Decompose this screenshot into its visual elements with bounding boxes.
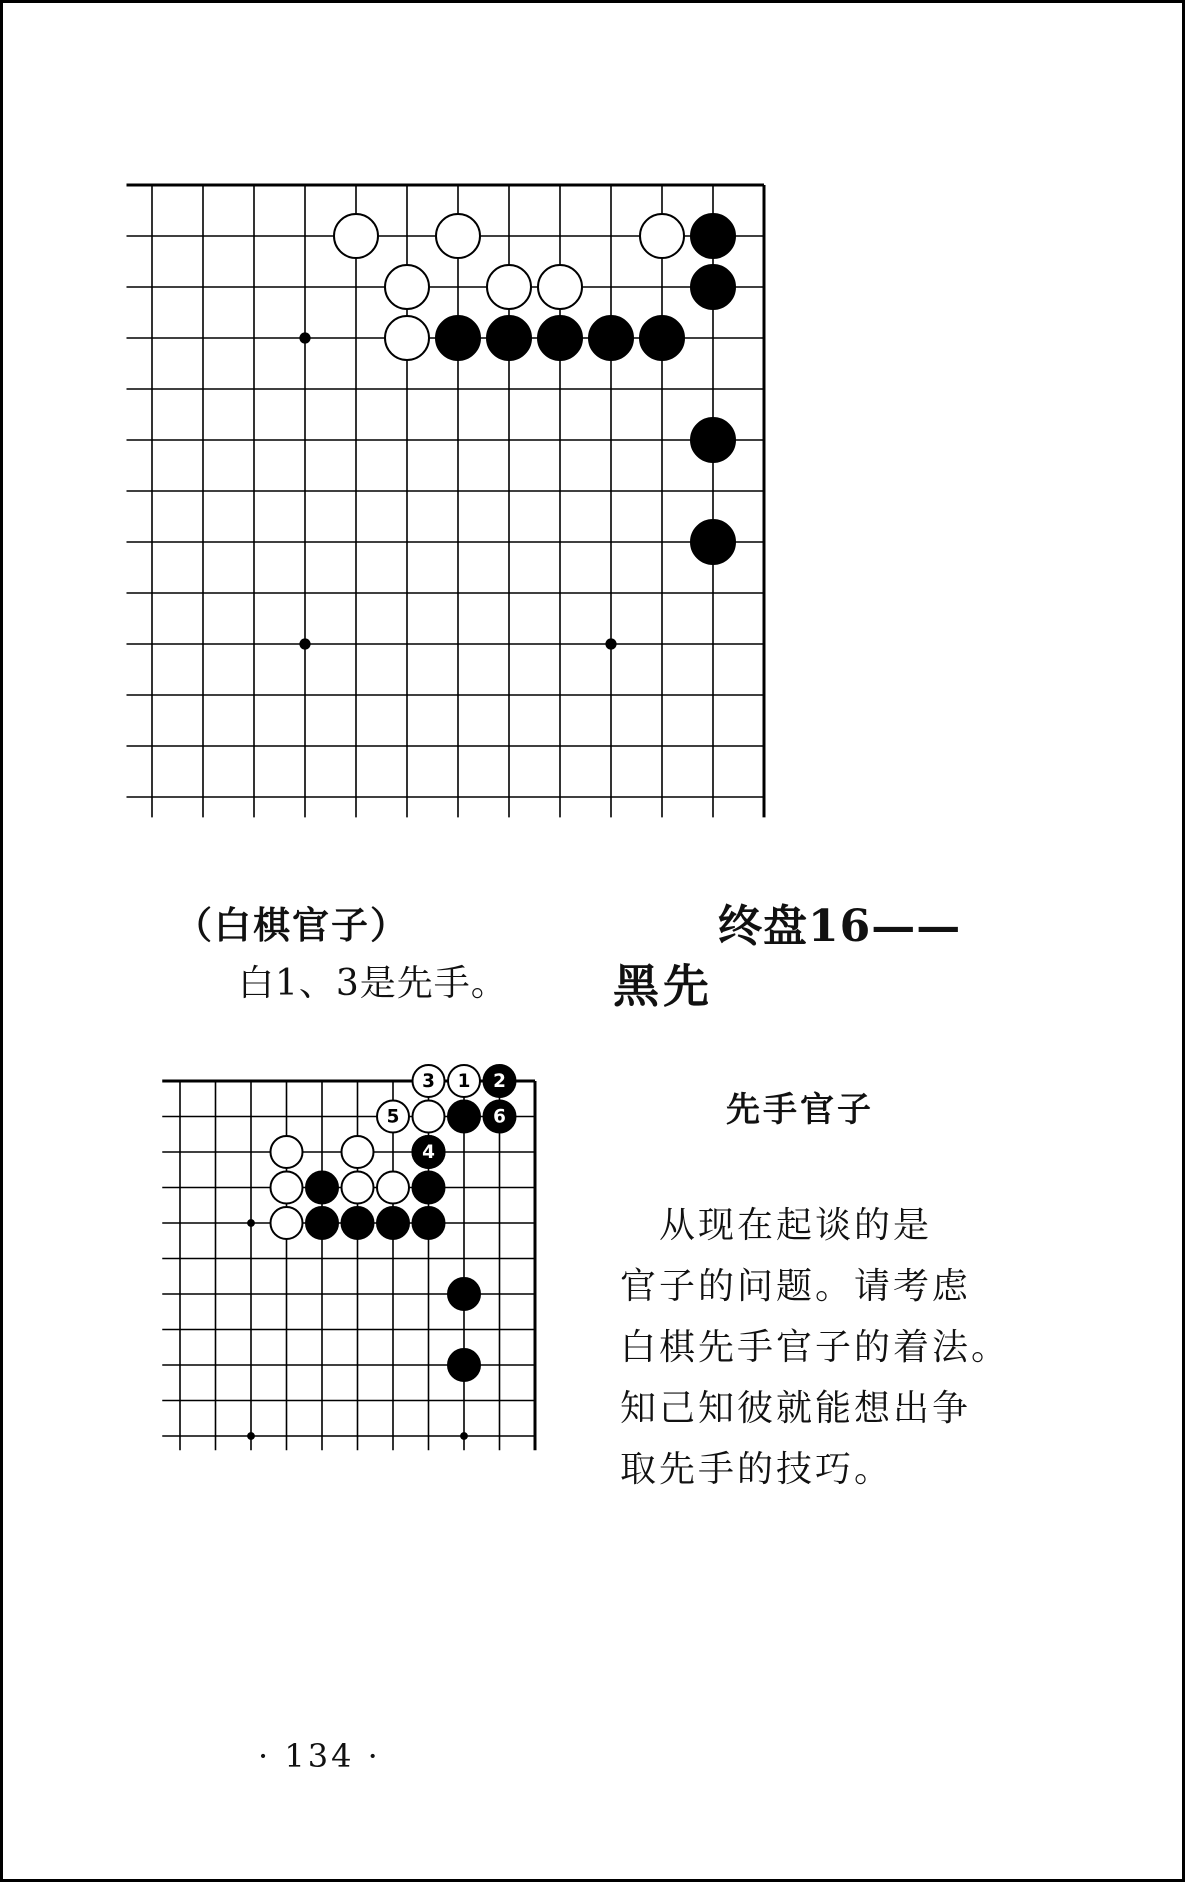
black-stone: [413, 1172, 445, 1204]
move-number: 2: [493, 1070, 506, 1092]
black-stone: [306, 1172, 338, 1204]
black-stone: [342, 1207, 374, 1239]
black-stone: [691, 214, 735, 258]
go-diagram-2: [160, 1055, 600, 1465]
body-line-3: 白棋先手官子的着法。: [620, 1327, 1011, 1368]
black-stone: [413, 1207, 445, 1239]
body-line-2: 官子的问题。请考虑: [620, 1266, 972, 1307]
black-stone: [448, 1101, 480, 1133]
star-point: [247, 1432, 255, 1440]
white-stone: [271, 1136, 303, 1168]
black-stone: [306, 1207, 338, 1239]
body-line-5: 取先手的技巧。: [620, 1449, 894, 1490]
star-point: [605, 638, 616, 649]
white-stone: [334, 214, 378, 258]
white-stone: [271, 1207, 303, 1239]
black-stone: [377, 1207, 409, 1239]
star-point: [460, 1432, 468, 1440]
white-stone: [385, 316, 429, 360]
body-line-1: 从现在起谈的是: [620, 1205, 933, 1246]
move-number: 5: [386, 1106, 400, 1128]
to-play-label: 黑先: [613, 959, 713, 1013]
white-stone: [342, 1136, 374, 1168]
grid: [127, 185, 765, 817]
white-stone: [377, 1172, 409, 1204]
white-stone: [385, 265, 429, 309]
move-number: 6: [493, 1106, 506, 1128]
black-stone: [448, 1349, 480, 1381]
grid: [162, 1081, 535, 1450]
section-body: [620, 1195, 1020, 1500]
star-point: [299, 332, 310, 343]
move-number: 1: [457, 1070, 471, 1092]
black-stone: [448, 1278, 480, 1310]
black-stone: [487, 316, 531, 360]
black-stone: [691, 265, 735, 309]
go-diagram-1: [140, 175, 820, 845]
black-stone: [640, 316, 684, 360]
body-line-4: 知己知彼就能想出争: [620, 1388, 972, 1429]
white-stone: [640, 214, 684, 258]
star-point: [299, 638, 310, 649]
white-stone: [487, 265, 531, 309]
black-stone: [436, 316, 480, 360]
white-stone: [538, 265, 582, 309]
move-number: 4: [422, 1141, 435, 1163]
page-number: · 134 ·: [258, 1737, 381, 1775]
white-stone: [413, 1101, 445, 1133]
section-heading: 先手官子: [726, 1090, 874, 1130]
white-stone: [436, 214, 480, 258]
white-stone: [342, 1172, 374, 1204]
star-point: [247, 1219, 255, 1227]
black-stone: [691, 418, 735, 462]
move-number: 3: [422, 1070, 435, 1092]
black-stone: [691, 520, 735, 564]
black-stone: [589, 316, 633, 360]
black-stone: [538, 316, 582, 360]
diagram-2-caption: 白1、3是先手。: [238, 963, 508, 1004]
white-stone: [271, 1172, 303, 1204]
diagram-1-caption: （白棋官子）: [175, 903, 409, 947]
problem-title: 终盘16——: [718, 901, 962, 952]
